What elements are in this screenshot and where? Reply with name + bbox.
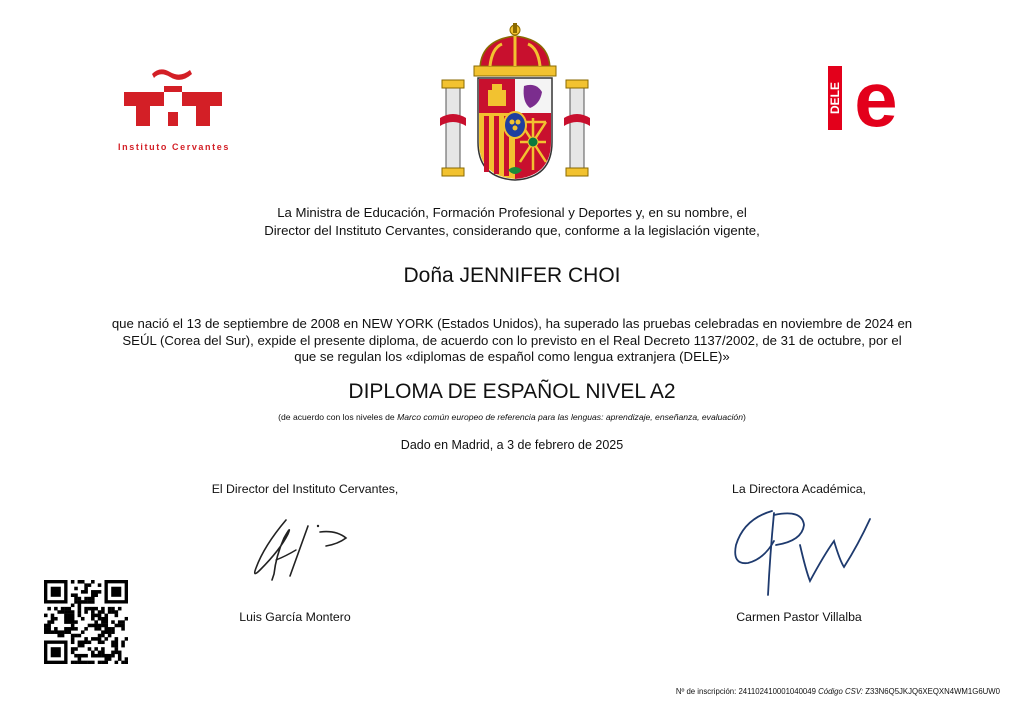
inscription-number: 241102410001040049 <box>738 687 816 696</box>
csv-code: Z33N6Q5JKJQ6XEQXN4WM1G6UW0 <box>865 687 1000 696</box>
right-signatory-name: Carmen Pastor Villalba <box>736 610 862 624</box>
right-signatory-title: La Directora Académica, <box>732 482 866 496</box>
signature-icon <box>246 516 356 588</box>
intro-line-2: Director del Instituto Cervantes, considerando que, conforme a la legislación vigente, <box>264 223 760 238</box>
right-signature <box>724 505 874 600</box>
dele-logo <box>826 66 910 132</box>
body-line-3: que se regulan los «diplomas de español como lengua extranjera (DELE)» <box>294 349 730 364</box>
dele-letter: e <box>854 66 898 132</box>
qr-code[interactable] <box>44 580 128 664</box>
diploma-title: DIPLOMA DE ESPAÑOL NIVEL A2 <box>348 380 676 403</box>
spain-coat-of-arms <box>440 22 590 184</box>
intro-line-1: La Ministra de Educación, Formación Profesional y Deportes y, en su nombre, el <box>277 205 747 220</box>
coat-of-arms-icon <box>440 22 590 184</box>
instituto-cervantes-logo <box>104 62 244 154</box>
framework-note <box>0 412 1024 422</box>
dele-logo-icon <box>826 66 910 132</box>
framework-note-suffix: ) <box>742 412 746 422</box>
qr-code-icon <box>44 580 128 664</box>
inscription-label: Nº de inscripción: <box>675 687 739 696</box>
recipient-name: Doña JENNIFER CHOI <box>403 264 621 287</box>
issue-date: Dado en Madrid, a 3 de febrero de 2025 <box>400 438 624 452</box>
csv-label: Código CSV: <box>818 687 866 696</box>
framework-note-prefix: (de acuerdo con los niveles de <box>278 412 398 422</box>
intro-text <box>0 204 1024 240</box>
dele-text: DELE <box>828 81 842 115</box>
framework-note-italic: Marco común europeo de referencia para las lenguas: aprendizaje, enseñanza, evaluación <box>397 412 743 422</box>
footer-registration <box>560 687 1000 696</box>
body-line-2: SEÚL (Corea del Sur), expide el presente diploma, de acuerdo con lo previsto en el Real Decreto 1137/2002, de 31 de octubre, por el <box>122 332 902 348</box>
left-signature <box>246 516 356 588</box>
body-text <box>0 316 1024 366</box>
cervantes-emblem-icon <box>120 62 230 132</box>
cervantes-logo-text: Instituto Cervantes <box>118 142 230 152</box>
left-signatory-title: El Director del Instituto Cervantes, <box>211 482 399 496</box>
left-signatory-name: Luis García Montero <box>239 610 351 624</box>
signature-icon <box>724 505 874 600</box>
body-line-1: que nació el 13 de septiembre de 2008 en NEW YORK (Estados Unidos), ha superado las pruebas celebradas en noviembre de 2024 en <box>111 316 913 331</box>
